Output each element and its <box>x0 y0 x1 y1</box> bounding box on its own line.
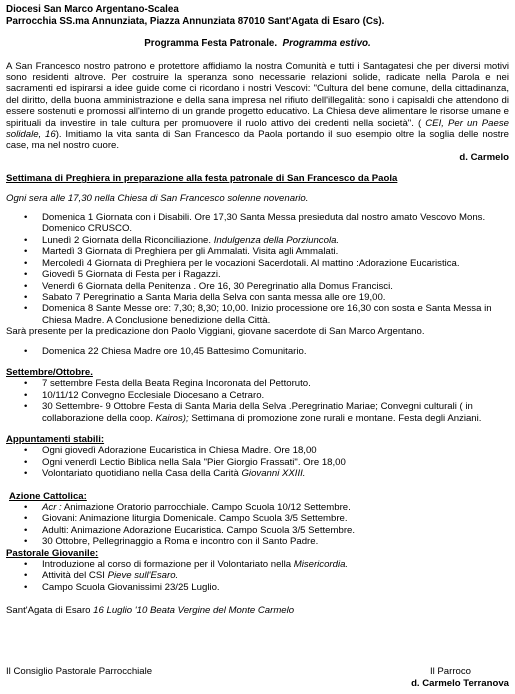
list-item: • Adulti: Animazione Adorazione Eucaristica. Campo Scuola 3/5 Settembre. <box>6 525 509 536</box>
sept-list <box>6 378 509 424</box>
list-item: • Ogni venerdì Lectio Biblica nella Sala "Pier Giorgio Frassati". Ore 18,00 <box>6 457 509 468</box>
diocese-line: Diocesi San Marco Argentano-Scalea <box>6 4 179 15</box>
council-signature: Il Consiglio Pastorale Parrocchiale <box>6 666 153 677</box>
list-item: • 30 Settembre- 9 Ottobre Festa di Santa Maria della Selva .Peregrinatio Mariae; Convegni culturali ( in collaborazione della coop. Kairos); Settimana di promozione zone rurali e montane. Festa degli Anziani. <box>6 401 509 424</box>
list-item: • 7 settembre Festa della Beata Regina Incoronata del Pettoruto. <box>6 378 509 389</box>
youth-list <box>6 559 509 593</box>
list-item: • Volontariato quotidiano nella Casa della Carità Giovanni XXIII. <box>6 468 509 479</box>
preacher-note: Sarà presente per la predicazione don Paolo Viggiani, giovane sacerdote di San Marco Argentano. <box>6 326 425 338</box>
list-item: • Domenica 8 Sante Messe ore: 7,30; 8,30; 10,00. Inizio processione ore 16,30 con sosta e Santa Messa in Chiesa Madre. A Conclusione benedizione della Città. <box>6 303 509 326</box>
intro-paragraph: A San Francesco nostro patrono e protettore affidiamo la nostra Comunità e tutti i Santagatesi che per diversi motivi sono residenti altrove. Per costruire la speranza sono necessarie relazioni solide, radicate nella Parola e nei sacramenti ed ispirarsi a idee guide come ci ricordano i nostri Vescovi: "Cultura del bene comune, della cittadinanza, del diritto, della buona amministrazione e della sana impresa nel rifiuto dell'illegalità: sono i capisaldi che attendono di essere sostenuti e promossi all'interno di un grande progetto educativo. La Chiesa deve alimentare le risorse umane e spirituali da investire in tale cultura per promuovere il ruolo attivo dei credenti nella società". ( CEI, Per un Paese solidale, 16). Imitiamo la vita santa di San Francesco da Paola portando il suo esempio oltre la soglia delle nostre case, ma nel nostro cuore. <box>6 60 509 152</box>
week-list <box>6 212 509 326</box>
list-item: • Ogni giovedì Adorazione Eucaristica in Chiesa Madre. Ore 18,00 <box>6 445 509 456</box>
week-section-title: Settimana di Preghiera in preparazione alla festa patronale di San Francesco da Paola <box>6 173 398 185</box>
sept-section-title: Settembre/Ottobre. <box>6 366 93 378</box>
place-date: Sant'Agata di Esaro 16 Luglio '10 Beata Vergine del Monte Carmelo <box>6 605 295 617</box>
parish-priest-name: d. Carmelo Terranova <box>411 678 509 689</box>
list-item: • Giovani: Animazione liturgia Domenicale. Campo Scuola 3/5 Settembre. <box>6 513 509 524</box>
program-title: Programma Festa Patronale. Programma estivo. <box>144 38 371 50</box>
list-item: • Martedì 3 Giornata di Preghiera per gli Ammalati. Visita agli Ammalati. <box>6 246 509 257</box>
document-page <box>6 4 509 617</box>
list-item: • Venerdì 6 Giornata della Penitenza . Ore 16, 30 Peregrinatio alla Domus Francisci. <box>6 281 509 292</box>
stable-list <box>6 445 509 479</box>
list-item: • Campo Scuola Giovanissimi 23/25 Luglio. <box>6 582 509 593</box>
parish-line: Parrocchia SS.ma Annunziata, Piazza Annunziata 87010 Sant'Agata di Esaro (Cs). <box>6 15 385 27</box>
list-item: • 30 Ottobre, Pellegrinaggio a Roma e incontro con il Santo Padre. <box>6 536 509 547</box>
list-item: • Attività del CSI Pieve sull'Esaro. <box>6 570 509 581</box>
youth-section-title: Pastorale Giovanile: <box>6 547 99 559</box>
list-item: • Domenica 22 Chiesa Madre ore 10,45 Battesimo Comunitario. <box>6 346 509 357</box>
parish-priest-label: Il Parroco <box>429 666 471 677</box>
week-subtitle: Ogni sera alle 17,30 nella Chiesa di San Francesco solenne novenario. <box>6 192 309 204</box>
list-item: • Sabato 7 Peregrinatio a Santa Maria della Selva con santa messa alle ore 19,00. <box>6 292 509 303</box>
catholic-list <box>6 502 509 548</box>
list-item: • Lunedì 2 Giornata della Riconciliazione. Indulgenza della Porziuncola. <box>6 235 509 246</box>
intro-signature: d. Carmelo <box>459 151 509 163</box>
stable-section-title: Appuntamenti stabili: <box>6 433 105 445</box>
list-item: • Domenica 1 Giornata con i Disabili. Ore 17,30 Santa Messa presieduta dal nostro amato Vescovo Mons. Domenico CRUSCO. <box>6 212 509 235</box>
baptism-list <box>6 346 509 357</box>
list-item: • Acr : Animazione Oratorio parrocchiale. Campo Scuola 10/12 Settembre. <box>6 502 509 513</box>
list-item: • Giovedì 5 Giornata di Festa per i Ragazzi. <box>6 269 509 280</box>
catholic-section-title: Azione Cattolica: <box>9 490 87 502</box>
list-item: • 10/11/12 Convegno Ecclesiale Diocesano a Cetraro. <box>6 390 509 401</box>
list-item: • Introduzione al corso di formazione per il Volontariato nella Misericordia. <box>6 559 509 570</box>
list-item: • Mercoledì 4 Giornata di Preghiera per le vocazioni Sacerdotali. Al mattino :Adorazione Eucaristica. <box>6 258 509 269</box>
